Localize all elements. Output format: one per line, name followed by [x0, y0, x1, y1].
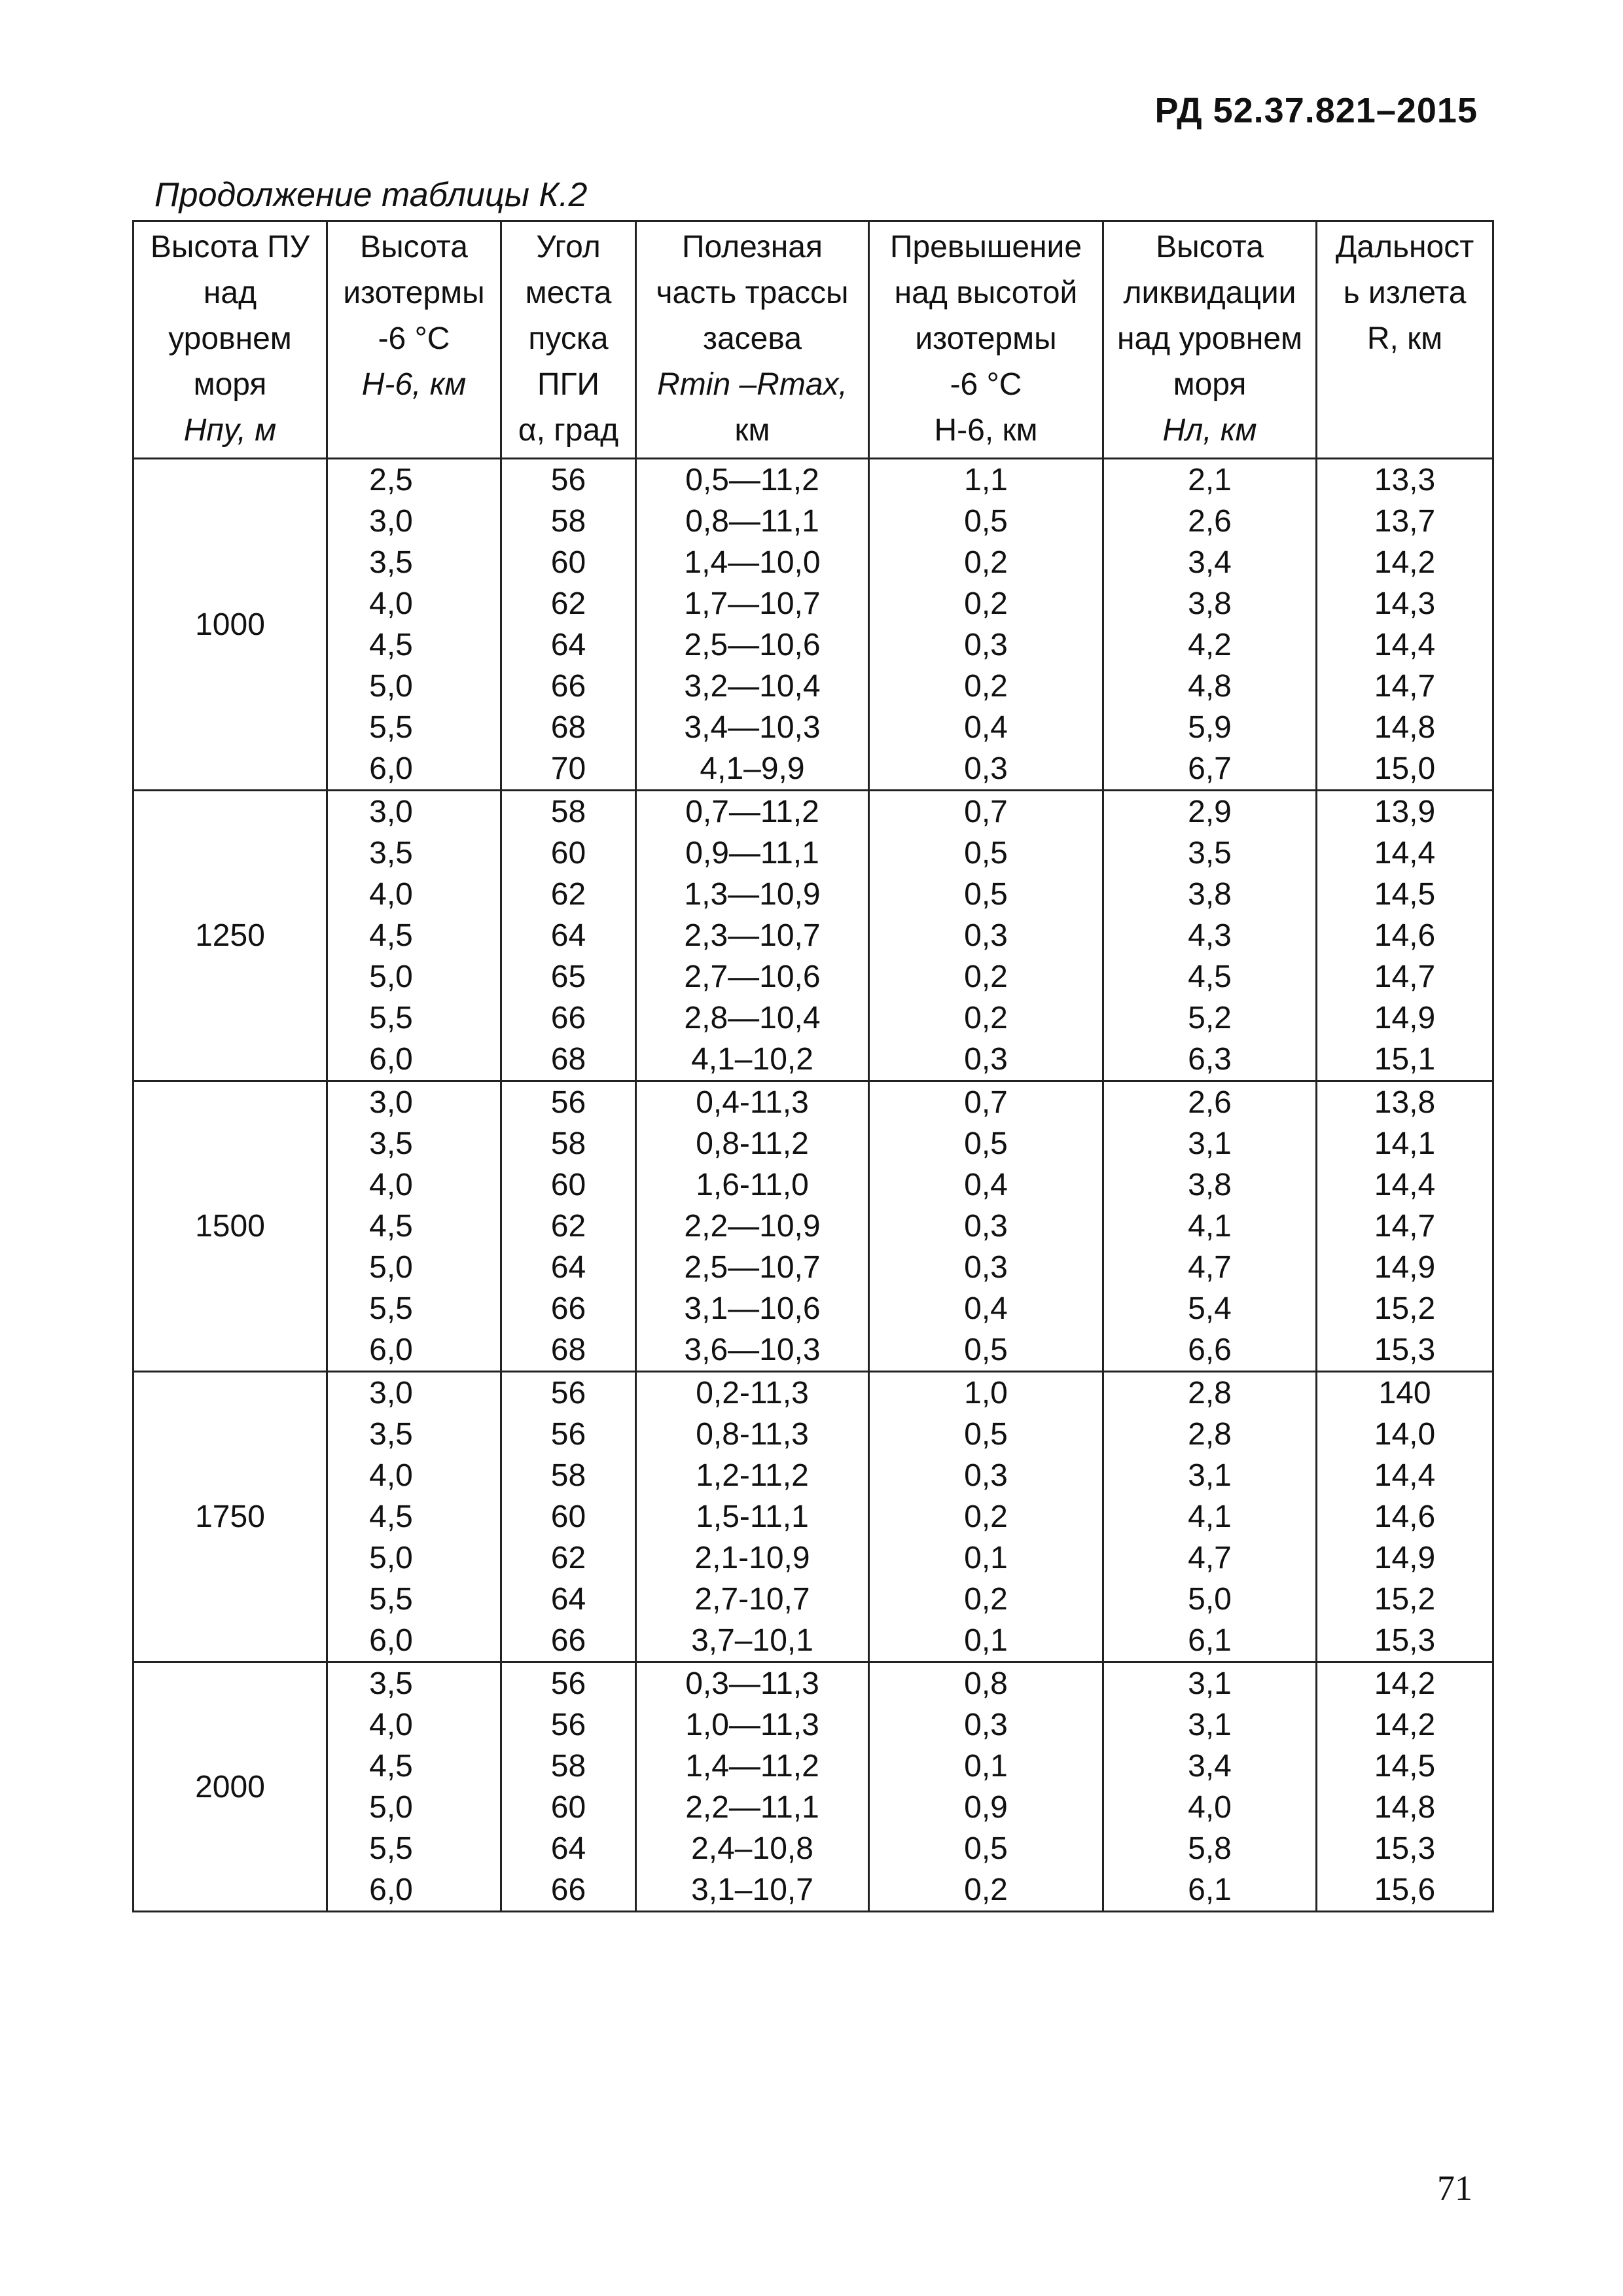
- range-values: [636, 791, 869, 1081]
- cell-value: 0,5: [964, 504, 1008, 539]
- cell-value: 0,2: [964, 1499, 1008, 1534]
- cell-value: 2,7-10,7: [694, 1582, 810, 1617]
- cell-value: 60: [550, 1168, 586, 1202]
- isotherm-values: [327, 1662, 501, 1912]
- cell-value: 0,8—11,1: [685, 504, 819, 539]
- cell-value: 0,8: [964, 1666, 1008, 1701]
- isotherm-values: [327, 459, 501, 791]
- cell-value: 5,5: [369, 710, 413, 745]
- cell-value: 0,3: [964, 918, 1008, 953]
- cell-value: 2,4–10,8: [691, 1831, 813, 1866]
- cell-value: 14,9: [1374, 1250, 1436, 1285]
- cell-value: 15,0: [1374, 751, 1436, 786]
- cell-value: 15,6: [1374, 1873, 1436, 1907]
- cell-value: 60: [550, 1499, 586, 1534]
- cell-value: 5,0: [369, 1541, 413, 1575]
- cell-value: 3,4—10,3: [684, 710, 821, 745]
- cell-value: 3,8: [1188, 1168, 1232, 1202]
- cell-value: 0,1: [964, 1623, 1008, 1658]
- cell-value: 5,0: [369, 669, 413, 704]
- angle-values: [501, 459, 636, 791]
- cell-value: 6,1: [1188, 1623, 1232, 1658]
- cell-value: 1,7—10,7: [684, 586, 821, 621]
- cell-value: 65: [550, 960, 586, 994]
- cell-value: 6,3: [1188, 1042, 1232, 1077]
- cell-value: 0,1: [964, 1749, 1008, 1784]
- table-row: [134, 1662, 1493, 1912]
- cell-value: 68: [550, 1042, 586, 1077]
- cell-value: 4,1–9,9: [700, 751, 805, 786]
- cell-value: 0,2: [964, 545, 1008, 580]
- cell-value: 58: [550, 1749, 586, 1784]
- station-height-cell: 1750: [134, 1372, 327, 1662]
- cell-value: 4,0: [369, 1458, 413, 1493]
- liquidation-values: [1103, 791, 1317, 1081]
- cell-value: 14,8: [1374, 1790, 1436, 1825]
- cell-value: 5,5: [369, 1831, 413, 1866]
- cell-value: 0,5: [964, 877, 1008, 912]
- cell-value: 0,7—11,2: [685, 795, 819, 829]
- range-values: [636, 459, 869, 791]
- document-code: РД 52.37.821–2015: [1154, 91, 1478, 130]
- cell-value: 1,5-11,1: [696, 1499, 809, 1534]
- cell-value: 14,4: [1374, 836, 1436, 870]
- header-flight-distance: Дальност ь излета R, км: [1317, 221, 1493, 459]
- liquidation-values: [1103, 1662, 1317, 1912]
- cell-value: 1,4—10,0: [684, 545, 821, 580]
- cell-value: 0,2: [964, 1001, 1008, 1035]
- header-isotherm-height: Высота изотермы -6 °C H-6, км: [327, 221, 501, 459]
- distance-values: [1317, 1662, 1493, 1912]
- cell-value: 0,4: [964, 1291, 1008, 1326]
- distance-values: [1317, 791, 1493, 1081]
- cell-value: 58: [550, 1126, 586, 1161]
- cell-value: 3,4: [1188, 1749, 1232, 1784]
- cell-value: 3,1: [1188, 1666, 1232, 1701]
- cell-value: 13,3: [1374, 463, 1436, 497]
- cell-value: 0,8-11,3: [696, 1417, 809, 1452]
- cell-value: 0,2: [964, 586, 1008, 621]
- cell-value: 62: [550, 586, 586, 621]
- cell-value: 0,2-11,3: [696, 1376, 809, 1410]
- station-height-cell: 1250: [134, 791, 327, 1081]
- cell-value: 0,2: [964, 1582, 1008, 1617]
- angle-values: [501, 791, 636, 1081]
- range-values: [636, 1662, 869, 1912]
- cell-value: 4,5: [369, 1749, 413, 1784]
- cell-value: 14,3: [1374, 586, 1436, 621]
- excess-values: [869, 459, 1103, 791]
- cell-value: 60: [550, 545, 586, 580]
- cell-value: 2,2—11,1: [685, 1790, 819, 1825]
- cell-value: 1,0—11,3: [685, 1708, 819, 1742]
- cell-value: 4,7: [1188, 1541, 1232, 1575]
- cell-value: 56: [550, 1666, 586, 1701]
- cell-value: 66: [550, 1623, 586, 1658]
- cell-value: 15,3: [1374, 1623, 1436, 1658]
- cell-value: 0,8-11,2: [696, 1126, 809, 1161]
- liquidation-values: [1103, 1081, 1317, 1372]
- cell-value: 3,0: [369, 504, 413, 539]
- cell-value: 0,3: [964, 1209, 1008, 1244]
- header-station-height: Высота ПУ над уровнем моря Hпу, м: [134, 221, 327, 459]
- cell-value: 4,3: [1188, 918, 1232, 953]
- cell-value: 64: [550, 1250, 586, 1285]
- cell-value: 66: [550, 1001, 586, 1035]
- cell-value: 0,3—11,3: [685, 1666, 819, 1701]
- cell-value: 5,8: [1188, 1831, 1232, 1866]
- cell-value: 15,2: [1374, 1291, 1436, 1326]
- cell-value: 3,0: [369, 1376, 413, 1410]
- cell-value: 0,2: [964, 669, 1008, 704]
- cell-value: 0,5—11,2: [685, 463, 819, 497]
- cell-value: 0,9—11,1: [685, 836, 819, 870]
- cell-value: 4,0: [369, 877, 413, 912]
- cell-value: 0,5: [964, 1417, 1008, 1452]
- cell-value: 64: [550, 1582, 586, 1617]
- cell-value: 0,5: [964, 836, 1008, 870]
- cell-value: 1,0: [964, 1376, 1008, 1410]
- cell-value: 4,1: [1188, 1499, 1232, 1534]
- excess-values: [869, 1372, 1103, 1662]
- cell-value: 3,1—10,6: [684, 1291, 821, 1326]
- distance-values: [1317, 1081, 1493, 1372]
- cell-value: 3,5: [1188, 836, 1232, 870]
- cell-value: 4,1–10,2: [691, 1042, 813, 1077]
- isotherm-values: [327, 1081, 501, 1372]
- cell-value: 14,4: [1374, 1168, 1436, 1202]
- cell-value: 66: [550, 1291, 586, 1326]
- cell-value: 5,0: [369, 1790, 413, 1825]
- cell-value: 15,2: [1374, 1582, 1436, 1617]
- cell-value: 14,0: [1374, 1417, 1436, 1452]
- cell-value: 0,5: [964, 1831, 1008, 1866]
- table-row: [134, 459, 1493, 791]
- cell-value: 4,0: [369, 1708, 413, 1742]
- cell-value: 4,0: [369, 1168, 413, 1202]
- cell-value: 0,3: [964, 1708, 1008, 1742]
- cell-value: 14,2: [1374, 1708, 1436, 1742]
- cell-value: 0,7: [964, 795, 1008, 829]
- cell-value: 2,1-10,9: [694, 1541, 810, 1575]
- cell-value: 5,5: [369, 1291, 413, 1326]
- cell-value: 3,5: [369, 1126, 413, 1161]
- cell-value: 3,5: [369, 545, 413, 580]
- cell-value: 66: [550, 669, 586, 704]
- cell-value: 1,2-11,2: [696, 1458, 809, 1493]
- station-height-cell: 1000: [134, 459, 327, 791]
- cell-value: 5,5: [369, 1582, 413, 1617]
- cell-value: 5,0: [369, 960, 413, 994]
- cell-value: 2,8: [1188, 1376, 1232, 1410]
- cell-value: 0,4: [964, 710, 1008, 745]
- cell-value: 14,5: [1374, 877, 1436, 912]
- cell-value: 14,4: [1374, 628, 1436, 662]
- cell-value: 0,4: [964, 1168, 1008, 1202]
- cell-value: 14,9: [1374, 1001, 1436, 1035]
- cell-value: 14,2: [1374, 545, 1436, 580]
- cell-value: 0,3: [964, 751, 1008, 786]
- cell-value: 56: [550, 1376, 586, 1410]
- cell-value: 14,7: [1374, 960, 1436, 994]
- cell-value: 3,6—10,3: [684, 1333, 821, 1367]
- cell-value: 1,1: [964, 463, 1008, 497]
- header-excess: Превышение над высотой изотермы -6 °C H-6, км: [869, 221, 1103, 459]
- cell-value: 2,5—10,6: [684, 628, 821, 662]
- cell-value: 3,1: [1188, 1458, 1232, 1493]
- cell-value: 3,8: [1188, 877, 1232, 912]
- cell-value: 14,1: [1374, 1126, 1436, 1161]
- cell-value: 2,3—10,7: [684, 918, 821, 953]
- cell-value: 68: [550, 1333, 586, 1367]
- cell-value: 58: [550, 795, 586, 829]
- cell-value: 14,7: [1374, 669, 1436, 704]
- cell-value: 14,9: [1374, 1541, 1436, 1575]
- cell-value: 62: [550, 1209, 586, 1244]
- cell-value: 3,5: [369, 836, 413, 870]
- isotherm-values: [327, 791, 501, 1081]
- header-liquidation-height: Высота ликвидации над уровнем моря Hл, км: [1103, 221, 1317, 459]
- data-table: [132, 220, 1494, 1912]
- cell-value: 5,4: [1188, 1291, 1232, 1326]
- cell-value: 3,0: [369, 795, 413, 829]
- page-number: 71: [1437, 2168, 1472, 2208]
- cell-value: 64: [550, 1831, 586, 1866]
- angle-values: [501, 1372, 636, 1662]
- cell-value: 140: [1378, 1376, 1431, 1410]
- cell-value: 6,0: [369, 751, 413, 786]
- cell-value: 4,5: [369, 628, 413, 662]
- cell-value: 2,5: [369, 463, 413, 497]
- cell-value: 2,8—10,4: [684, 1001, 821, 1035]
- cell-value: 13,7: [1374, 504, 1436, 539]
- cell-value: 0,4-11,3: [696, 1085, 809, 1120]
- cell-value: 14,4: [1374, 1458, 1436, 1493]
- station-height-cell: 2000: [134, 1662, 327, 1912]
- cell-value: 2,2—10,9: [684, 1209, 821, 1244]
- cell-value: 1,3—10,9: [684, 877, 821, 912]
- cell-value: 14,7: [1374, 1209, 1436, 1244]
- cell-value: 14,6: [1374, 918, 1436, 953]
- cell-value: 62: [550, 877, 586, 912]
- cell-value: 6,1: [1188, 1873, 1232, 1907]
- table-row: [134, 1081, 1493, 1372]
- cell-value: 70: [550, 751, 586, 786]
- cell-value: 2,6: [1188, 504, 1232, 539]
- cell-value: 2,7—10,6: [684, 960, 821, 994]
- cell-value: 0,3: [964, 1458, 1008, 1493]
- liquidation-values: [1103, 1372, 1317, 1662]
- cell-value: 58: [550, 1458, 586, 1493]
- cell-value: 15,3: [1374, 1333, 1436, 1367]
- cell-value: 14,2: [1374, 1666, 1436, 1701]
- cell-value: 56: [550, 1085, 586, 1120]
- excess-values: [869, 1662, 1103, 1912]
- distance-values: [1317, 459, 1493, 791]
- cell-value: 0,2: [964, 1873, 1008, 1907]
- distance-values: [1317, 1372, 1493, 1662]
- cell-value: 56: [550, 1417, 586, 1452]
- cell-value: 2,9: [1188, 795, 1232, 829]
- cell-value: 6,0: [369, 1623, 413, 1658]
- cell-value: 62: [550, 1541, 586, 1575]
- cell-value: 4,7: [1188, 1250, 1232, 1285]
- angle-values: [501, 1662, 636, 1912]
- cell-value: 13,9: [1374, 795, 1436, 829]
- cell-value: 5,0: [1188, 1582, 1232, 1617]
- table-row: [134, 1372, 1493, 1662]
- cell-value: 4,5: [369, 918, 413, 953]
- cell-value: 60: [550, 1790, 586, 1825]
- cell-value: 5,9: [1188, 710, 1232, 745]
- cell-value: 4,5: [369, 1209, 413, 1244]
- station-height-cell: 1500: [134, 1081, 327, 1372]
- cell-value: 2,1: [1188, 463, 1232, 497]
- cell-value: 4,8: [1188, 669, 1232, 704]
- cell-value: 0,9: [964, 1790, 1008, 1825]
- liquidation-values: [1103, 459, 1317, 791]
- cell-value: 3,0: [369, 1085, 413, 1120]
- cell-value: 6,7: [1188, 751, 1232, 786]
- cell-value: 2,8: [1188, 1417, 1232, 1452]
- cell-value: 0,3: [964, 1250, 1008, 1285]
- cell-value: 66: [550, 1873, 586, 1907]
- angle-values: [501, 1081, 636, 1372]
- cell-value: 1,4—11,2: [685, 1749, 819, 1784]
- cell-value: 4,5: [369, 1499, 413, 1534]
- cell-value: 3,1: [1188, 1126, 1232, 1161]
- cell-value: 3,5: [369, 1666, 413, 1701]
- cell-value: 15,1: [1374, 1042, 1436, 1077]
- cell-value: 0,3: [964, 1042, 1008, 1077]
- range-values: [636, 1372, 869, 1662]
- cell-value: 14,5: [1374, 1749, 1436, 1784]
- cell-value: 2,5—10,7: [684, 1250, 821, 1285]
- cell-value: 4,1: [1188, 1209, 1232, 1244]
- cell-value: 4,0: [369, 586, 413, 621]
- cell-value: 4,0: [1188, 1790, 1232, 1825]
- header-useful-range: Полезная часть трассы засева Rmin –Rmax, км: [636, 221, 869, 459]
- cell-value: 58: [550, 504, 586, 539]
- cell-value: 6,6: [1188, 1333, 1232, 1367]
- cell-value: 5,5: [369, 1001, 413, 1035]
- cell-value: 0,5: [964, 1333, 1008, 1367]
- cell-value: 0,3: [964, 628, 1008, 662]
- cell-value: 14,8: [1374, 710, 1436, 745]
- cell-value: 64: [550, 628, 586, 662]
- cell-value: 4,2: [1188, 628, 1232, 662]
- excess-values: [869, 1081, 1103, 1372]
- cell-value: 6,0: [369, 1873, 413, 1907]
- table-body: [134, 459, 1493, 1912]
- cell-value: 0,7: [964, 1085, 1008, 1120]
- cell-value: 3,7–10,1: [691, 1623, 813, 1658]
- cell-value: 3,1–10,7: [691, 1873, 813, 1907]
- cell-value: 64: [550, 918, 586, 953]
- cell-value: 0,1: [964, 1541, 1008, 1575]
- cell-value: 0,2: [964, 960, 1008, 994]
- cell-value: 0,5: [964, 1126, 1008, 1161]
- cell-value: 4,5: [1188, 960, 1232, 994]
- table-caption: Продолжение таблицы К.2: [154, 176, 588, 214]
- cell-value: 2,6: [1188, 1085, 1232, 1120]
- cell-value: 1,6-11,0: [696, 1168, 809, 1202]
- table-header: [134, 221, 1493, 459]
- cell-value: 3,8: [1188, 586, 1232, 621]
- isotherm-values: [327, 1372, 501, 1662]
- table-row: [134, 791, 1493, 1081]
- cell-value: 3,1: [1188, 1708, 1232, 1742]
- range-values: [636, 1081, 869, 1372]
- cell-value: 6,0: [369, 1333, 413, 1367]
- cell-value: 5,2: [1188, 1001, 1232, 1035]
- cell-value: 6,0: [369, 1042, 413, 1077]
- header-launch-angle: Угол места пуска ПГИ α, град: [501, 221, 636, 459]
- cell-value: 60: [550, 836, 586, 870]
- cell-value: 14,6: [1374, 1499, 1436, 1534]
- cell-value: 56: [550, 463, 586, 497]
- cell-value: 68: [550, 710, 586, 745]
- cell-value: 15,3: [1374, 1831, 1436, 1866]
- cell-value: 3,4: [1188, 545, 1232, 580]
- cell-value: 3,5: [369, 1417, 413, 1452]
- excess-values: [869, 791, 1103, 1081]
- cell-value: 56: [550, 1708, 586, 1742]
- cell-value: 5,0: [369, 1250, 413, 1285]
- cell-value: 13,8: [1374, 1085, 1436, 1120]
- cell-value: 3,2—10,4: [684, 669, 821, 704]
